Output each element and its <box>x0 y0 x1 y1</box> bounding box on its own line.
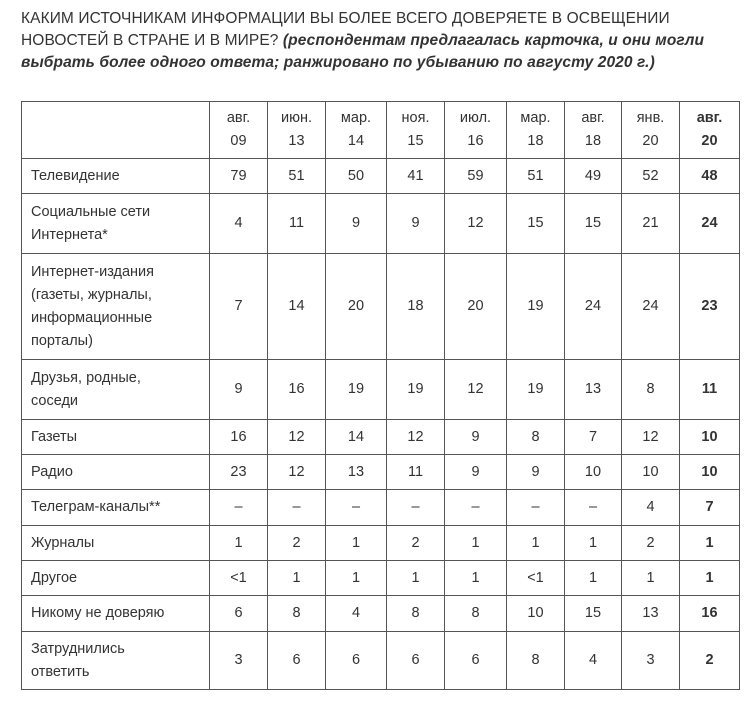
value-cell: 4 <box>622 490 680 526</box>
row-label-line: ответить <box>31 663 90 680</box>
value-cell: 15 <box>565 596 622 632</box>
value-cell: 6 <box>326 632 387 690</box>
value-cell: 10 <box>680 455 740 490</box>
value-cell: 1 <box>622 561 680 596</box>
value-cell: 49 <box>565 159 622 194</box>
table-row <box>22 360 740 420</box>
row-label-line: Никому не доверяю <box>31 605 165 621</box>
column-month: июл. <box>459 110 492 126</box>
table-row <box>22 455 740 490</box>
row-label <box>22 561 210 596</box>
value-cell: 9 <box>445 420 507 455</box>
column-header <box>210 102 268 159</box>
row-label-line: Телевидение <box>31 167 120 184</box>
value-cell: 9 <box>507 455 565 490</box>
row-label <box>22 490 210 526</box>
value-cell: 1 <box>565 526 622 561</box>
column-header <box>622 102 680 159</box>
value-cell: <1 <box>210 561 268 596</box>
value-cell: 20 <box>445 254 507 360</box>
table-row <box>22 632 740 690</box>
row-label <box>22 632 210 690</box>
table-row <box>22 561 740 596</box>
value-cell: 14 <box>326 420 387 455</box>
value-cell: 19 <box>507 360 565 420</box>
value-cell: <1 <box>507 561 565 596</box>
row-label-line: Интернет-издания <box>31 263 155 280</box>
row-label-line: Друзья, родные, <box>31 369 141 386</box>
value-cell: 2 <box>680 632 740 690</box>
row-label-line: (газеты, журналы, <box>31 286 152 303</box>
table-row <box>22 159 740 194</box>
value-cell: – <box>445 490 507 526</box>
column-header <box>565 102 622 159</box>
value-cell: 10 <box>622 455 680 490</box>
value-cell: 19 <box>387 360 445 420</box>
column-year: 16 <box>467 133 484 149</box>
column-month: июн. <box>280 110 312 126</box>
value-cell: 21 <box>622 194 680 254</box>
column-year: 18 <box>527 133 544 149</box>
value-cell: 14 <box>268 254 326 360</box>
question-text: КАКИМ ИСТОЧНИКАМ ИНФОРМАЦИИ ВЫ БОЛЕЕ ВСЕГО ДОВЕРЯЕТЕ В ОСВЕЩЕНИИ НОВОСТЕЙ В СТРАНЕ И В МИРЕ? <box>21 10 670 49</box>
value-cell: 3 <box>210 632 268 690</box>
value-cell: 16 <box>268 360 326 420</box>
value-cell: 8 <box>387 596 445 632</box>
value-cell: 41 <box>387 159 445 194</box>
value-cell: 2 <box>622 526 680 561</box>
value-cell: 4 <box>565 632 622 690</box>
value-cell: 12 <box>445 360 507 420</box>
value-cell: 9 <box>210 360 268 420</box>
column-year: 14 <box>347 133 365 149</box>
value-cell: 11 <box>387 455 445 490</box>
value-cell: 1 <box>680 561 740 596</box>
value-cell: 12 <box>268 420 326 455</box>
value-cell: 20 <box>326 254 387 360</box>
row-label-line: соседи <box>31 392 79 409</box>
value-cell: 4 <box>210 194 268 254</box>
row-label-line: порталы) <box>31 332 93 349</box>
table-row <box>22 194 740 254</box>
value-cell: 1 <box>210 526 268 561</box>
column-header <box>326 102 387 159</box>
row-label <box>22 254 210 360</box>
value-cell: 4 <box>326 596 387 632</box>
row-label <box>22 194 210 254</box>
value-cell: 10 <box>507 596 565 632</box>
value-cell: 16 <box>680 596 740 632</box>
value-cell: 9 <box>387 194 445 254</box>
value-cell: 12 <box>387 420 445 455</box>
value-cell: 1 <box>268 561 326 596</box>
value-cell: 8 <box>268 596 326 632</box>
value-cell: 23 <box>210 455 268 490</box>
results-table <box>21 101 740 690</box>
column-month: авг. <box>581 110 605 126</box>
value-cell: 7 <box>565 420 622 455</box>
value-cell: 3 <box>622 632 680 690</box>
column-header <box>387 102 445 159</box>
header-corner-cell <box>22 102 210 159</box>
column-month: мар. <box>520 110 551 126</box>
value-cell: 8 <box>622 360 680 420</box>
value-cell: 79 <box>210 159 268 194</box>
value-cell: 8 <box>507 420 565 455</box>
column-header <box>680 102 740 159</box>
value-cell: 51 <box>507 159 565 194</box>
row-label-line: Радио <box>31 463 73 480</box>
value-cell: 1 <box>680 526 740 561</box>
table-row <box>22 490 740 526</box>
value-cell: 1 <box>387 561 445 596</box>
value-cell: 52 <box>622 159 680 194</box>
row-label-line: Телеграм-каналы** <box>31 499 161 515</box>
row-label <box>22 455 210 490</box>
column-header <box>268 102 326 159</box>
value-cell: 8 <box>507 632 565 690</box>
value-cell: 2 <box>387 526 445 561</box>
value-cell: 12 <box>622 420 680 455</box>
column-month: янв. <box>636 110 665 126</box>
row-label-line: Журналы <box>31 534 95 551</box>
value-cell: 12 <box>268 455 326 490</box>
row-label <box>22 526 210 561</box>
value-cell: 24 <box>680 194 740 254</box>
value-cell: 1 <box>326 561 387 596</box>
row-label <box>22 159 210 194</box>
value-cell: 6 <box>445 632 507 690</box>
value-cell: 11 <box>680 360 740 420</box>
column-month: авг. <box>226 110 251 126</box>
row-label <box>22 360 210 420</box>
row-label-line: Интернета* <box>31 226 108 243</box>
value-cell: 8 <box>445 596 507 632</box>
row-label-line: Другое <box>31 569 78 586</box>
column-header <box>445 102 507 159</box>
value-cell: 9 <box>326 194 387 254</box>
value-cell: 7 <box>210 254 268 360</box>
column-year: 13 <box>288 133 305 149</box>
column-month: ноя. <box>401 110 430 126</box>
value-cell: 24 <box>622 254 680 360</box>
value-cell: 13 <box>565 360 622 420</box>
value-cell: 6 <box>387 632 445 690</box>
value-cell: 16 <box>210 420 268 455</box>
value-cell: – <box>268 490 326 526</box>
table-row <box>22 596 740 632</box>
survey-question <box>21 8 741 74</box>
value-cell: 6 <box>210 596 268 632</box>
column-year: 09 <box>230 133 247 149</box>
value-cell: 12 <box>445 194 507 254</box>
column-month: мар. <box>340 110 372 126</box>
value-cell: 7 <box>680 490 740 526</box>
value-cell: 15 <box>507 194 565 254</box>
question-note: (респондентам предлагалась карточка, и они могли выбрать более одного ответа; ранжировано по убыванию по августу 2020 г.) <box>21 32 705 71</box>
column-year: 18 <box>584 133 602 149</box>
column-year: 15 <box>407 133 424 149</box>
value-cell: 51 <box>268 159 326 194</box>
value-cell: – <box>565 490 622 526</box>
value-cell: 1 <box>326 526 387 561</box>
column-year: 20 <box>642 133 659 149</box>
table-header-row <box>22 102 740 159</box>
column-year: 20 <box>701 133 718 149</box>
value-cell: 48 <box>680 159 740 194</box>
column-header <box>507 102 565 159</box>
value-cell: 59 <box>445 159 507 194</box>
row-label <box>22 420 210 455</box>
row-label-line: информационные <box>31 309 153 326</box>
value-cell: 1 <box>507 526 565 561</box>
value-cell: 10 <box>680 420 740 455</box>
value-cell: – <box>387 490 445 526</box>
value-cell: 1 <box>445 561 507 596</box>
value-cell: – <box>326 490 387 526</box>
value-cell: 23 <box>680 254 740 360</box>
row-label-line: Социальные сети <box>31 203 151 220</box>
row-label-line: Затруднились <box>31 640 125 657</box>
value-cell: 6 <box>268 632 326 690</box>
value-cell: 50 <box>326 159 387 194</box>
value-cell: 19 <box>507 254 565 360</box>
value-cell: 1 <box>445 526 507 561</box>
value-cell: 13 <box>326 455 387 490</box>
table-row <box>22 526 740 561</box>
value-cell: 24 <box>565 254 622 360</box>
table-row <box>22 420 740 455</box>
value-cell: – <box>210 490 268 526</box>
value-cell: 2 <box>268 526 326 561</box>
value-cell: 1 <box>565 561 622 596</box>
value-cell: – <box>507 490 565 526</box>
row-label-line: Газеты <box>31 428 78 445</box>
table-row <box>22 254 740 360</box>
value-cell: 10 <box>565 455 622 490</box>
column-month: авг. <box>696 110 723 126</box>
value-cell: 11 <box>268 194 326 254</box>
value-cell: 18 <box>387 254 445 360</box>
value-cell: 15 <box>565 194 622 254</box>
value-cell: 13 <box>622 596 680 632</box>
row-label <box>22 596 210 632</box>
value-cell: 9 <box>445 455 507 490</box>
value-cell: 19 <box>326 360 387 420</box>
